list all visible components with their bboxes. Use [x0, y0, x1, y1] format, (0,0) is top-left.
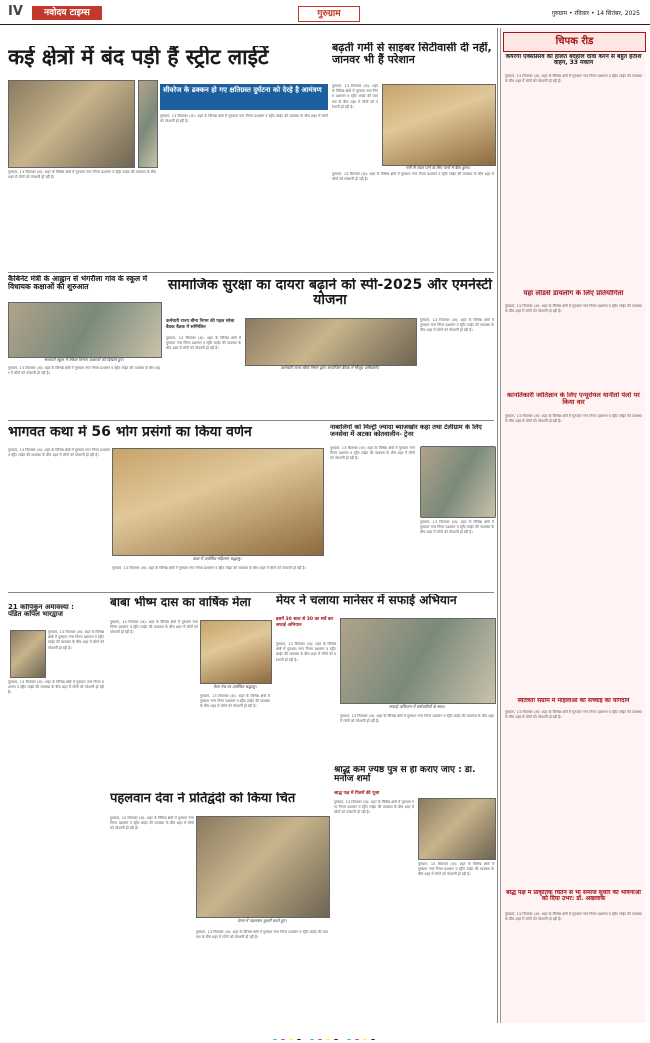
lead-photo-1: [8, 80, 135, 168]
right-item5-head: बौद्ध पक्ष में प्राकृतिक चिंतन से भी समाज सुधार की भावनाओं को दिया उभर: डॉ. अखलाक: [506, 890, 641, 903]
bhagwat-photo: [112, 448, 324, 556]
cabinet-headline: कैबिनेट मंत्री के आह्वान से भंगरौला गांव के स्कूल में विधायक कक्षाओं की शुरुआत: [8, 275, 148, 291]
bhagwat-body-2: गुरुग्राम, 13 सितम्बर (अ): शहर के विभिन्न क्षेत्रों में गुरुग्राम नगर निगम प्रशासन व स्ट्रीट लाईट की व्यवस्था के बीच शहर में लोगों को परेशानी हो रही है।: [112, 566, 306, 570]
mayor-caption: सफाई अभियान में कर्मचारियों के साथ।: [389, 704, 445, 709]
kopikun-headline: 21 कोपिकुन अमावस्या : पंडित कपिल भारद्वाज: [8, 604, 74, 619]
mela-headline: बाबा भीष्म दास का वार्षिक मेला: [110, 596, 251, 609]
cabinet-caption: सरकारी स्कूल में स्किल विभाग कक्षाओं को दिखाते हुए।: [44, 357, 124, 362]
row-rule-3: [8, 592, 494, 593]
heat-headline: बढ़ती गर्मी से साइबर सिटीवासी दी नहीं, जानवर भी हैं परेशान: [332, 42, 492, 66]
social-headline: सामाजिक सुरक्षा का दायरा बढ़ाने को स्पी-2025 और एमनेस्टी योजना: [167, 278, 493, 308]
mayor-headline: मेयर ने चलाया मानेसर में सफाई अभियान: [276, 594, 457, 607]
wrestling-photo: [196, 816, 330, 918]
wrestling-body-2: गुरुग्राम, 13 सितम्बर (अ): शहर के विभिन्न क्षेत्रों में गुरुग्राम नगर निगम प्रशासन व स्ट्रीट लाईट की व्यवस्था के बीच शहर में लोगों को परेशानी हो रही है।: [196, 930, 328, 940]
paper-name: नवोदय टाइम्स: [32, 6, 102, 20]
right-box-head: केयरगी एक्सप्रेसवे की हालत बदहाल दावा करने से बहुत हताश वाहन, 33 मकान: [505, 54, 642, 67]
wrestling-caption: दंगल में पहलवान कुश्ती करते हुए।: [237, 918, 287, 923]
right-box-title: चिपक रीड: [503, 32, 646, 52]
bhagwat-headline: भागवत कथा में 56 भोग प्रसंगों का किया वर्णन: [8, 425, 252, 440]
print-registration-marks: [4, 1030, 644, 1040]
section-title: गुरुग्राम: [298, 6, 360, 22]
social-kicker: कर्मचारी राज्य बीमा निगम की पहल सोसा बैठक बैठक में सम्मिलित: [166, 319, 235, 330]
social-caption: कर्मचारी राज्य बीमा निगम द्वारा आयोजित बैठक में मौजूद अधिकारी।: [280, 365, 380, 370]
right-body-3: गुरुग्राम, 13 सितम्बर (अ): शहर के विभिन्न क्षेत्रों में गुरुग्राम नगर निगम प्रशासन व स्ट्रीट लाईट की व्यवस्था के बीच शहर में लोगों को परेशानी हो रही है।: [505, 414, 642, 424]
right-body-2: गुरुग्राम, 13 सितम्बर (अ): शहर के विभिन्न क्षेत्रों में गुरुग्राम नगर निगम प्रशासन व स्ट्रीट लाईट की व्यवस्था के बीच शहर में लोगों को परेशानी हो रही है।: [505, 304, 642, 314]
heat-caption: गर्मी से राहत पाने के लिए पानी में बैठा कुत्ता।: [405, 165, 471, 170]
lead-photo-2: [138, 80, 158, 168]
mela-photo: [200, 620, 272, 684]
mela-body: गुरुग्राम, 13 सितम्बर (अ): शहर के विभिन्न क्षेत्रों में गुरुग्राम नगर निगम प्रशासन व स्ट्रीट लाईट की व्यवस्था के बीच शहर में लोगों को परेशानी हो रही है।: [110, 620, 198, 635]
crime-photo: [420, 446, 496, 518]
cabinet-photo: [8, 302, 162, 358]
right-item4-head: स्वतंत्रता संग्राम में महिलाओं की सच्चाई का योगदान: [517, 698, 630, 704]
kopikun-body: गुरुग्राम, 13 सितम्बर (अ): शहर के विभिन्न क्षेत्रों में गुरुग्राम नगर निगम प्रशासन व स्ट्रीट लाईट की व्यवस्था के बीच शहर में लोगों को परेशानी हो रही है।: [48, 630, 104, 650]
page-number: IV: [8, 4, 23, 19]
bhagwat-caption: कथा में उपस्थित महिलाएं श्रद्धालु।: [192, 556, 242, 561]
issue-date: गुरुग्राम • रविवार • 14 सितंबर, 2025: [551, 10, 640, 17]
mayor-photo: [340, 618, 496, 704]
kopikun-photo: [10, 630, 46, 678]
shraddh-photo: [418, 798, 496, 860]
row-rule-1: [8, 272, 494, 273]
masthead-rule: [0, 24, 650, 25]
crime-headline: नाबालिगों को मिल्ट्री ज्यादा ब्याजखोर कहा तथा टेलीग्राम के लिए जनसेवा में अटका कोतवालीन- ट्रेनर: [330, 424, 482, 438]
crime-body-2: गुरुग्राम, 13 सितम्बर (अ): शहर के विभिन्न क्षेत्रों में गुरुग्राम नगर निगम प्रशासन व स्ट्रीट लाईट की व्यवस्था के बीच शहर में लोगों को परेशानी हो रही है।: [420, 520, 494, 535]
heat-photo: [382, 84, 496, 166]
masthead: [0, 0, 650, 26]
accident-body: गुरुग्राम, 13 सितम्बर (अ): शहर के विभिन्न क्षेत्रों में गुरुग्राम नगर निगम प्रशासन व स्ट्रीट लाईट की व्यवस्था के बीच शहर में लोगों को परेशानी हो रही है।: [160, 114, 328, 124]
cabinet-body: गुरुग्राम, 13 सितम्बर (अ): शहर के विभिन्न क्षेत्रों में गुरुग्राम नगर निगम प्रशासन व स्ट्रीट लाईट की व्यवस्था के बीच शहर में लोगों को परेशानी हो रही है।: [8, 366, 160, 376]
accident-subhead: सीवरेज के ढक्कन हो गए क्षतिग्रस्त दुर्घटना को देरहे है आमंत्रण: [160, 84, 328, 110]
social-body: गुरुग्राम, 13 सितम्बर (अ): शहर के विभिन्न क्षेत्रों में गुरुग्राम नगर निगम प्रशासन व स्ट्रीट लाईट की व्यवस्था के बीच शहर में लोगों को परेशानी हो रही है।: [166, 336, 241, 351]
social-body-2: गुरुग्राम, 13 सितम्बर (अ): शहर के विभिन्न क्षेत्रों में गुरुग्राम नगर निगम प्रशासन व स्ट्रीट लाईट की व्यवस्था के बीच शहर में लोगों को परेशानी हो रही है।: [420, 318, 494, 333]
mayor-kicker: इसमें 30 साल से 30 का सर्वे कर सफाई अभियान: [276, 617, 334, 628]
right-body-4: गुरुग्राम, 13 सितम्बर (अ): शहर के विभिन्न क्षेत्रों में गुरुग्राम नगर निगम प्रशासन व स्ट्रीट लाईट की व्यवस्था के बीच शहर में लोगों को परेशानी हो रही है।: [505, 710, 642, 720]
mela-body-2: गुरुग्राम, 13 सितम्बर (अ): शहर के विभिन्न क्षेत्रों में गुरुग्राम नगर निगम प्रशासन व स्ट्रीट लाईट की व्यवस्था के बीच शहर में लोगों को परेशानी हो रही है।: [200, 694, 270, 709]
right-body-1: गुरुग्राम, 13 सितम्बर (अ): शहर के विभिन्न क्षेत्रों में गुरुग्राम नगर निगम प्रशासन व स्ट्रीट लाईट की व्यवस्था के बीच शहर में लोगों को परेशानी हो रही है।: [505, 74, 642, 84]
row-rule-2: [8, 420, 494, 421]
right-item3-head: कानतिकारी जांतिज्ञान के लिए एन्यूरोयल यानीतो पेलों पर किया वार: [507, 392, 640, 406]
right-body-5: गुरुग्राम, 13 सितम्बर (अ): शहर के विभिन्न क्षेत्रों में गुरुग्राम नगर निगम प्रशासन व स्ट्रीट लाईट की व्यवस्था के बीच शहर में लोगों को परेशानी हो रही है।: [505, 912, 642, 922]
bhagwat-body: गुरुग्राम, 13 सितम्बर (अ): शहर के विभिन्न क्षेत्रों में गुरुग्राम नगर निगम प्रशासन व स्ट्रीट लाईट की व्यवस्था के बीच शहर में लोगों को परेशानी हो रही है।: [8, 448, 110, 458]
mayor-body: गुरुग्राम, 13 सितम्बर (अ): शहर के विभिन्न क्षेत्रों में गुरुग्राम नगर निगम प्रशासन व स्ट्रीट लाईट की व्यवस्था के बीच शहर में लोगों को परेशानी हो रही है।: [276, 642, 336, 662]
shraddh-body: गुरुग्राम, 13 सितम्बर (अ): शहर के विभिन्न क्षेत्रों में गुरुग्राम नगर निगम प्रशासन व स्ट्रीट लाईट की व्यवस्था के बीच शहर में लोगों को परेशानी हो रही है।: [334, 800, 414, 815]
shraddh-body-2: गुरुग्राम, 13 सितम्बर (अ): शहर के विभिन्न क्षेत्रों में गुरुग्राम नगर निगम प्रशासन व स्ट्रीट लाईट की व्यवस्था के बीच शहर में लोगों को परेशानी हो रही है।: [418, 862, 494, 877]
wrestling-body: गुरुग्राम, 13 सितम्बर (अ): शहर के विभिन्न क्षेत्रों में गुरुग्राम नगर निगम प्रशासन व स्ट्रीट लाईट की व्यवस्था के बीच शहर में लोगों को परेशानी हो रही है।: [110, 816, 194, 831]
lead-headline: कई क्षेत्रों में बंद पड़ी हैं स्ट्रीट लाईटें: [8, 46, 269, 69]
right-column: [500, 28, 646, 1023]
heat-body: गुरुग्राम, 13 सितम्बर (अ): शहर के विभिन्न क्षेत्रों में गुरुग्राम नगर निगम प्रशासन व स्ट्रीट लाईट की व्यवस्था के बीच शहर में लोगों को परेशानी हो रही है।: [332, 84, 378, 109]
shraddh-headline: श्राद्ध कर्म ज्येष्ठ पुत्र से ही कराए जाएं : डॉ. मनोज शर्मा: [334, 766, 476, 785]
shraddh-sub: श्राद्ध पक्ष में पितरों की पूजा: [334, 791, 380, 796]
mela-caption: मेला मंच पर उपस्थित श्रद्धालु।: [213, 684, 257, 689]
wrestling-headline: पहलवान देवा ने प्रतिद्वंदी को किया चित: [110, 792, 296, 806]
heat-body-2: गुरुग्राम, 13 सितम्बर (अ): शहर के विभिन्न क्षेत्रों में गुरुग्राम नगर निगम प्रशासन व स्ट्रीट लाईट की व्यवस्था के बीच शहर में लोगों को परेशानी हो रही है।: [332, 172, 494, 182]
crime-body: गुरुग्राम, 13 सितम्बर (अ): शहर के विभिन्न क्षेत्रों में गुरुग्राम नगर निगम प्रशासन व स्ट्रीट लाईट की व्यवस्था के बीच शहर में लोगों को परेशानी हो रही है।: [330, 446, 415, 461]
social-photo: [245, 318, 417, 366]
kopikun-body-2: गुरुग्राम, 13 सितम्बर (अ): शहर के विभिन्न क्षेत्रों में गुरुग्राम नगर निगम प्रशासन व स्ट्रीट लाईट की व्यवस्था के बीच शहर में लोगों को परेशानी हो रही है।: [8, 680, 104, 695]
right-item2-head: यहां लीडर्स डायलॉग के लिए प्रतियोगिता: [523, 290, 624, 297]
lead-body: गुरुग्राम, 13 सितम्बर (अ): शहर के विभिन्न क्षेत्रों में गुरुग्राम नगर निगम प्रशासन व स्ट्रीट लाईट की व्यवस्था के बीच शहर में लोगों को परेशानी हो रही है।: [8, 170, 156, 180]
column-rule-main: [497, 28, 498, 1023]
mayor-body-2: गुरुग्राम, 13 सितम्बर (अ): शहर के विभिन्न क्षेत्रों में गुरुग्राम नगर निगम प्रशासन व स्ट्रीट लाईट की व्यवस्था के बीच शहर में लोगों को परेशानी हो रही है।: [340, 714, 494, 724]
